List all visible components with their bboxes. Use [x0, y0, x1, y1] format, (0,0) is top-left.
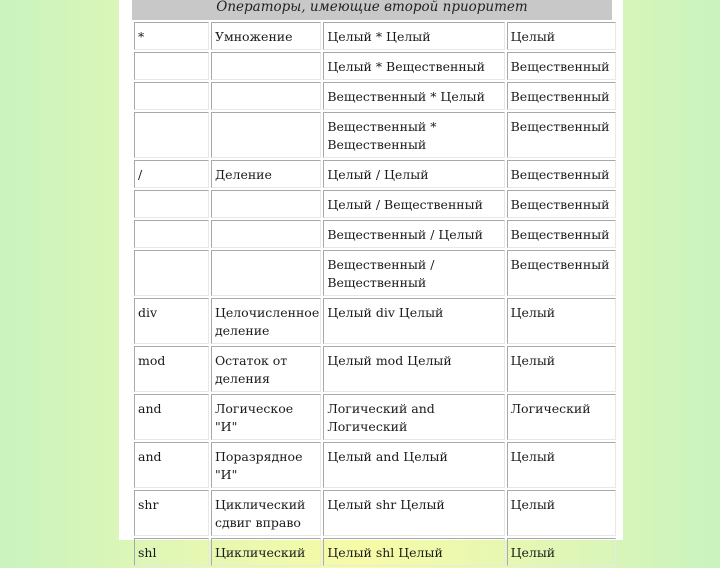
table-row	[134, 298, 616, 344]
operator-cell	[134, 250, 209, 296]
operator-cell: and	[134, 442, 209, 488]
result-type-cell: Вещественный	[507, 190, 616, 218]
operation-name-cell: Циклический	[211, 538, 321, 566]
operand-types-cell: Целый div Целый	[323, 298, 504, 344]
operation-name-cell	[211, 190, 321, 218]
operation-name-cell: Циклический сдвиг вправо	[211, 490, 321, 536]
operand-types-cell: Вещественный / Вещественный	[323, 250, 504, 296]
operators-table-body	[134, 22, 616, 566]
operation-name-cell	[211, 220, 321, 248]
operand-types-cell: Вещественный * Целый	[323, 82, 504, 110]
operation-name-cell	[211, 52, 321, 80]
operand-types-cell: Вещественный * Вещественный	[323, 112, 504, 158]
operator-cell: and	[134, 394, 209, 440]
operand-types-cell: Целый shl Целый	[323, 538, 504, 566]
operand-types-cell: Целый / Вещественный	[323, 190, 504, 218]
operation-name-cell	[211, 250, 321, 296]
operator-cell	[134, 190, 209, 218]
table-row	[134, 190, 616, 218]
table-row	[134, 22, 616, 50]
result-type-cell: Вещественный	[507, 160, 616, 188]
result-type-cell: Логический	[507, 394, 616, 440]
operation-name-cell	[211, 82, 321, 110]
table-row	[134, 538, 616, 566]
result-type-cell: Целый	[507, 538, 616, 566]
operand-types-cell: Целый and Целый	[323, 442, 504, 488]
operand-types-cell: Целый * Целый	[323, 22, 504, 50]
operator-cell	[134, 112, 209, 158]
result-type-cell: Вещественный	[507, 220, 616, 248]
result-type-cell: Вещественный	[507, 112, 616, 158]
operation-name-cell: Логическое "И"	[211, 394, 321, 440]
table-row	[134, 490, 616, 536]
table-row	[134, 220, 616, 248]
operand-types-cell: Целый / Целый	[323, 160, 504, 188]
table-row	[134, 346, 616, 392]
operation-name-cell: Остаток от деления	[211, 346, 321, 392]
operation-name-cell: Поразрядное "И"	[211, 442, 321, 488]
table-row	[134, 112, 616, 158]
result-type-cell: Целый	[507, 490, 616, 536]
operation-name-cell: Деление	[211, 160, 321, 188]
result-type-cell: Целый	[507, 346, 616, 392]
result-type-cell: Целый	[507, 298, 616, 344]
result-type-cell: Целый	[507, 22, 616, 50]
operator-cell	[134, 82, 209, 110]
operand-types-cell: Целый * Вещественный	[323, 52, 504, 80]
operator-cell: mod	[134, 346, 209, 392]
result-type-cell: Целый	[507, 442, 616, 488]
result-type-cell: Вещественный	[507, 250, 616, 296]
table-row	[134, 394, 616, 440]
operand-types-cell: Логический and Логический	[323, 394, 504, 440]
operators-table	[132, 20, 618, 568]
operand-types-cell: Вещественный / Целый	[323, 220, 504, 248]
operation-name-cell: Целочисленное деление	[211, 298, 321, 344]
operator-cell	[134, 220, 209, 248]
document-page	[119, 0, 623, 560]
operator-cell: *	[134, 22, 209, 50]
operand-types-cell: Целый shr Целый	[323, 490, 504, 536]
table-row	[134, 52, 616, 80]
table-row	[134, 442, 616, 488]
operator-cell	[134, 52, 209, 80]
table-caption: Операторы, имеющие второй приоритет	[132, 0, 612, 20]
operator-cell: /	[134, 160, 209, 188]
operation-name-cell: Умножение	[211, 22, 321, 50]
table-row	[134, 160, 616, 188]
table-row	[134, 82, 616, 110]
result-type-cell: Вещественный	[507, 52, 616, 80]
operation-name-cell	[211, 112, 321, 158]
table-row	[134, 250, 616, 296]
operator-cell: shr	[134, 490, 209, 536]
result-type-cell: Вещественный	[507, 82, 616, 110]
operator-cell: div	[134, 298, 209, 344]
operator-cell: shl	[134, 538, 209, 566]
operand-types-cell: Целый mod Целый	[323, 346, 504, 392]
